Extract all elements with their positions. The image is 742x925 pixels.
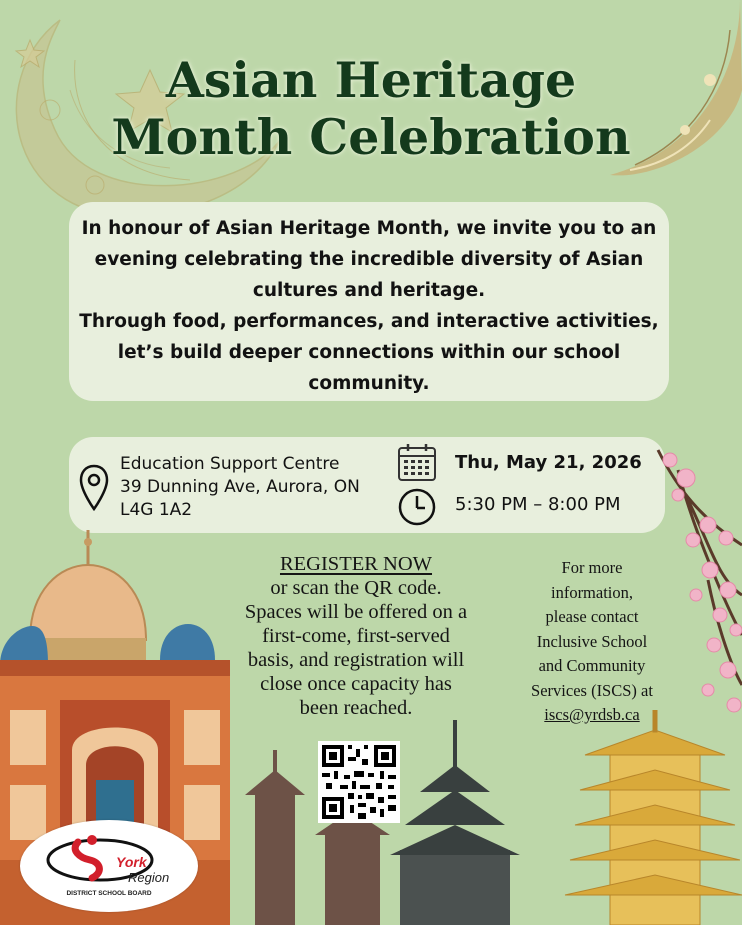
logo-word-york: York [116,854,147,870]
contact-line: For more [561,558,623,577]
qr-code-icon [318,741,400,823]
contact-line: Services (ISCS) at [531,680,653,700]
event-time: 5:30 PM – 8:00 PM [455,494,621,515]
qr-code[interactable] [318,741,400,823]
intro-paragraph-2: Through food, performances, and interactive activities, let’s build deeper connections within our school community. [79,311,659,394]
york-region-logo-icon [20,820,198,912]
intro-card [69,202,669,401]
contact-line: please contact [545,607,639,626]
event-date: Thu, May 21, 2026 [455,452,642,473]
clock-icon [397,487,437,527]
title-line-2: Month Celebration [111,108,631,166]
pagoda-illustrations [230,710,742,925]
register-line: first-come, first-served [262,625,450,647]
map-pin-icon [78,463,110,513]
contact-line: and Community [538,656,646,675]
register-line: or scan the QR code. [270,577,442,599]
register-block [226,552,486,720]
calendar-icon [396,441,438,483]
register-line: been reached. [299,697,413,719]
cherry-blossom-branch [648,430,742,730]
intro-paragraph-1: In honour of Asian Heritage Month, we invite you to an evening celebrating the incredible diversity of Asian cultures and heritage. [81,218,657,301]
register-now-link[interactable]: REGISTER NOW [279,553,433,575]
page-title [0,52,742,166]
contact-line: information, [550,582,634,602]
register-line: close once capacity has [260,673,452,695]
school-board-logo [20,820,198,912]
logo-word-region: Region [128,870,170,885]
logo-word-board: DISTRICT SCHOOL BOARD [66,890,152,897]
location-address-1: 39 Dunning Ave, Aurora, ON [120,477,360,497]
register-line: Spaces will be offered on a [244,601,468,623]
contact-email-link[interactable]: iscs@yrdsb.ca [544,705,640,724]
location-name: Education Support Centre [120,454,340,474]
title-line-1: Asian Heritage [165,51,577,109]
contact-line: Inclusive School [536,631,648,651]
location-address-2: L4G 1A2 [120,500,193,520]
register-line: basis, and registration will [247,649,465,671]
